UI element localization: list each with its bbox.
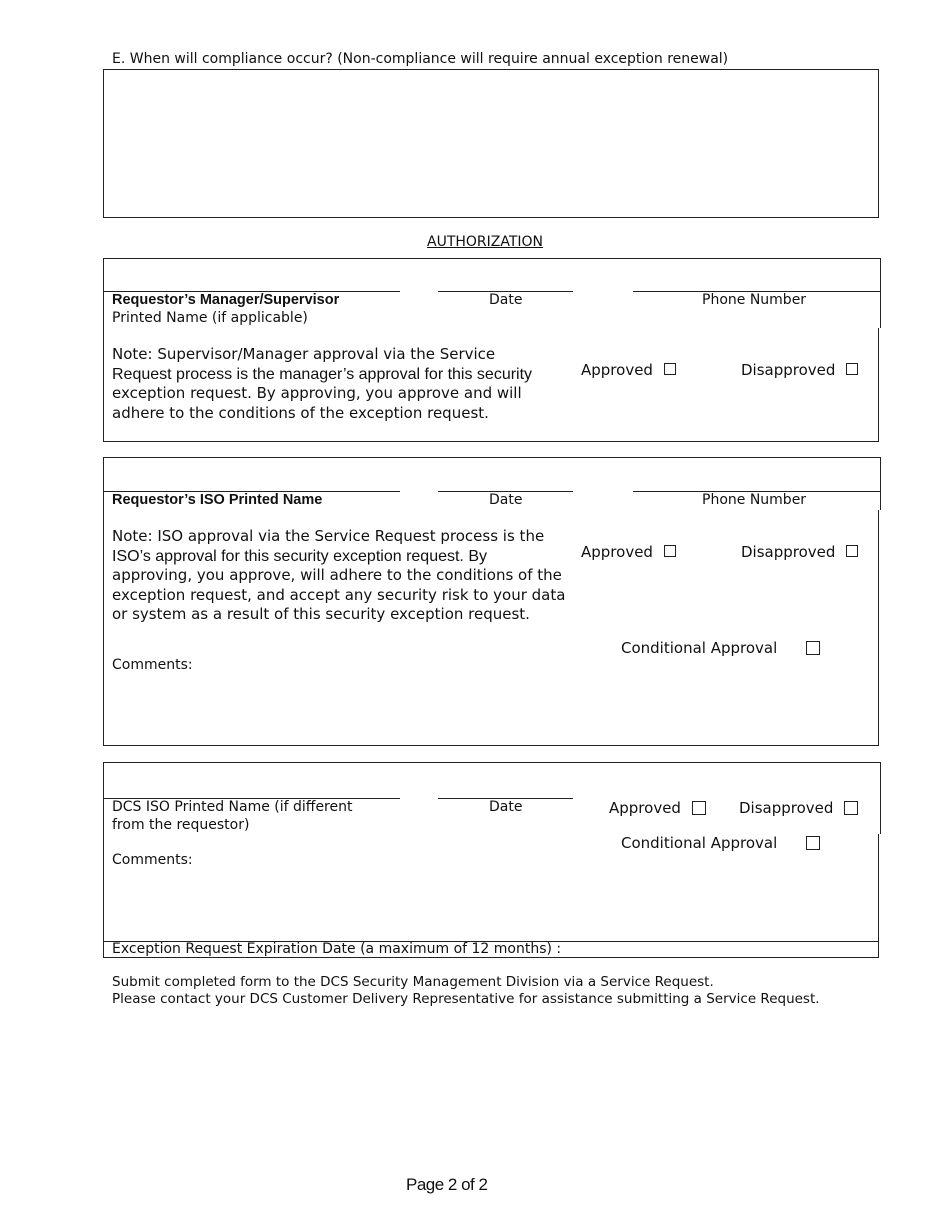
dcs-date-label: Date <box>489 799 523 815</box>
manager-disapproved-label: Disapproved <box>741 361 836 379</box>
iso-disapproved-label: Disapproved <box>741 543 836 561</box>
iso-date-label: Date <box>489 492 523 508</box>
manager-name-label: Requestor’s Manager/Supervisor <box>112 292 340 308</box>
manager-date-label: Date <box>489 292 523 308</box>
iso-note: Note: ISO approval via the Service Request process is the ISO’s approval for this security exception request. By approving, you approve, will adhere to the conditions of the exception request, and accept any security risk to your data or system as a result of this security exception request. <box>112 527 566 623</box>
manager-disapproved-checkbox[interactable] <box>846 363 858 375</box>
iso-disapproved-checkbox[interactable] <box>846 545 858 557</box>
iso-conditional-checkbox[interactable] <box>806 641 820 655</box>
dcs-disapproved-checkbox[interactable] <box>844 801 858 815</box>
dcs-conditional-label: Conditional Approval <box>621 834 778 852</box>
iso-name-label: Requestor’s ISO Printed Name <box>112 492 323 508</box>
dcs-disapproved-label: Disapproved <box>739 799 834 817</box>
iso-comments-label: Comments: <box>112 657 193 673</box>
dcs-comments-label: Comments: <box>112 852 193 868</box>
manager-name-sublabel: Printed Name (if applicable) <box>112 310 308 326</box>
manager-note: Note: Supervisor/Manager approval via the Service Request process is the manager’s approval for this security exception request. By approving, you approve and will adhere to the conditions of the exception request. <box>112 345 533 422</box>
dcs-conditional-checkbox[interactable] <box>806 836 820 850</box>
expiration-date-label: Exception Request Expiration Date (a maximum of 12 months) : <box>112 941 562 957</box>
dcs-name-label-line2: from the requestor) <box>112 817 250 833</box>
dcs-name-label-line1: DCS ISO Printed Name (if different <box>112 799 353 815</box>
contact-instructions: Please contact your DCS Customer Delivery Representative for assistance submitting a Service Request. <box>112 991 820 1007</box>
submit-instructions: Submit completed form to the DCS Security Management Division via a Service Request. <box>112 974 714 990</box>
manager-approved-label: Approved <box>581 361 653 379</box>
iso-conditional-label: Conditional Approval <box>621 639 778 657</box>
dcs-approved-checkbox[interactable] <box>692 801 706 815</box>
compliance-answer-field[interactable] <box>103 69 879 218</box>
iso-phone-label: Phone Number <box>702 492 807 508</box>
iso-comments-field[interactable] <box>108 676 874 740</box>
manager-approved-checkbox[interactable] <box>664 363 676 375</box>
iso-approved-label: Approved <box>581 543 653 561</box>
dcs-approved-label: Approved <box>609 799 681 817</box>
page-number: Page 2 of 2 <box>406 1175 488 1194</box>
authorization-heading: AUTHORIZATION <box>427 234 544 250</box>
compliance-question: E. When will compliance occur? (Non-compliance will require annual exception renewal) <box>112 51 729 67</box>
dcs-comments-field[interactable] <box>108 872 874 936</box>
expiration-date-field[interactable] <box>585 942 875 956</box>
iso-approved-checkbox[interactable] <box>664 545 676 557</box>
manager-phone-label: Phone Number <box>702 292 807 308</box>
